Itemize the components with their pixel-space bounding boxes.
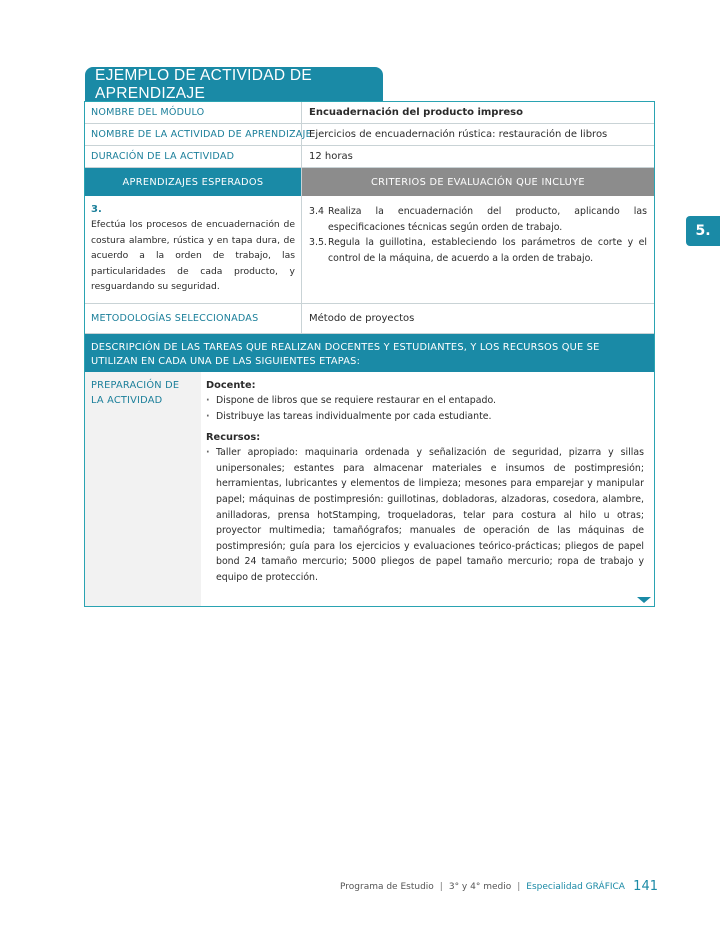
activity-table — [84, 101, 655, 607]
criterion-number: 3.5. — [309, 237, 327, 249]
footer-separator: | — [439, 881, 443, 892]
footer-program: Programa de Estudio — [340, 881, 434, 892]
header-title: EJEMPLO DE ACTIVIDAD DE APRENDIZAJE — [95, 66, 313, 102]
docente-item: · Dispone de libros que se requiere restaurar en el entapado. — [206, 393, 644, 409]
docente-item: · Distribuye las tareas individualmente por cada estudiante. — [206, 409, 644, 425]
description-band — [85, 334, 654, 372]
learning-text: Efectúa los procesos de encuadernación de costura alambre, rústica y en tapa dura, de acuerdo a la orden de trabajo, las particularidades de cada producto, y resguardando su seguridad. — [91, 219, 295, 293]
page-number: 141 — [633, 879, 658, 894]
docente-title: Docente: — [206, 379, 256, 391]
methodology-label: METODOLOGÍAS SELECCIONADAS — [91, 312, 259, 324]
learning-number: 3. — [91, 204, 102, 215]
section-band — [85, 168, 654, 196]
criterion-text: Regula la guillotina, estableciendo los parámetros de corte y el control de la máquina, de acuerdo a la orden de trabajo. — [328, 237, 647, 264]
criteria-heading: CRITERIOS DE EVALUACIÓN QUE INCLUYE — [302, 168, 654, 196]
duration-value: 12 horas — [309, 151, 353, 162]
footer-specialty: Especialidad GRÁFICA — [526, 881, 625, 892]
activity-row — [85, 124, 654, 146]
stage-label: PREPARACIÓN DE LA ACTIVIDAD — [91, 379, 180, 406]
activity-value: Ejercicios de encuadernación rústica: restauración de libros — [309, 129, 608, 140]
recursos-item: · Taller apropiado: maquinaria ordenada y señalización de seguridad, pizarra y sillas unipersonales; estantes para almacenar materiales e insumos de postimpresión; herramientas, lubricantes y elementos de limpieza; mesones para emparejar y manipular papel; máquinas de postimpresión: guillotinas, dobladoras, alzadoras, cosedora, alambre, anilladoras, prensa hotStamping, troqueladoras, telar para costura al hilo u otras; proyector multimedia; tamañógrafos; manuales de operación de las máquinas de postimpresión; guía para los ejercicios y evaluaciones teórico-prácticas; pliegos de papel bond 24 tamaño mercurio; 5000 pliegos de papel tamaño mercurio; ropa de trabajo y equipo de protección. — [206, 445, 644, 585]
page-footer — [340, 879, 658, 894]
learning-row — [85, 196, 654, 304]
stage-row — [85, 372, 654, 606]
methodology-value: Método de proyectos — [309, 312, 415, 324]
activity-label: NOMBRE DE LA ACTIVIDAD DE APRENDIZAJE — [91, 129, 312, 140]
activity-example-header — [85, 67, 383, 102]
recursos-list — [206, 445, 644, 585]
criterion-number: 3.4 — [309, 206, 324, 217]
continue-arrow-icon — [637, 597, 651, 603]
duration-label: DURACIÓN DE LA ACTIVIDAD — [91, 151, 235, 162]
module-row — [85, 102, 654, 124]
criterion-item — [309, 235, 647, 266]
module-label: NOMBRE DEL MÓDULO — [91, 107, 205, 118]
duration-row — [85, 146, 654, 168]
chapter-number: 5. — [695, 223, 711, 239]
footer-separator: | — [517, 881, 521, 892]
expected-learning-heading: APRENDIZAJES ESPERADOS — [85, 168, 302, 196]
recursos-title: Recursos: — [206, 432, 261, 444]
criterion-item — [309, 204, 647, 235]
footer-level: 3° y 4° medio — [448, 881, 512, 892]
criterion-text: Realiza la encuadernación del producto, aplicando las especificaciones técnicas según orden de trabajo. — [328, 206, 647, 233]
description-text: DESCRIPCIÓN DE LAS TAREAS QUE REALIZAN DOCENTES Y ESTUDIANTES, Y LOS RECURSOS QUE SE UTILIZAN EN CADA UNA DE LAS SIGUIENTES ETAPAS: — [91, 341, 600, 367]
chapter-badge — [686, 216, 720, 246]
methodology-row — [85, 304, 654, 334]
module-value: Encuadernación del producto impreso — [309, 107, 523, 118]
docente-list — [206, 393, 644, 424]
